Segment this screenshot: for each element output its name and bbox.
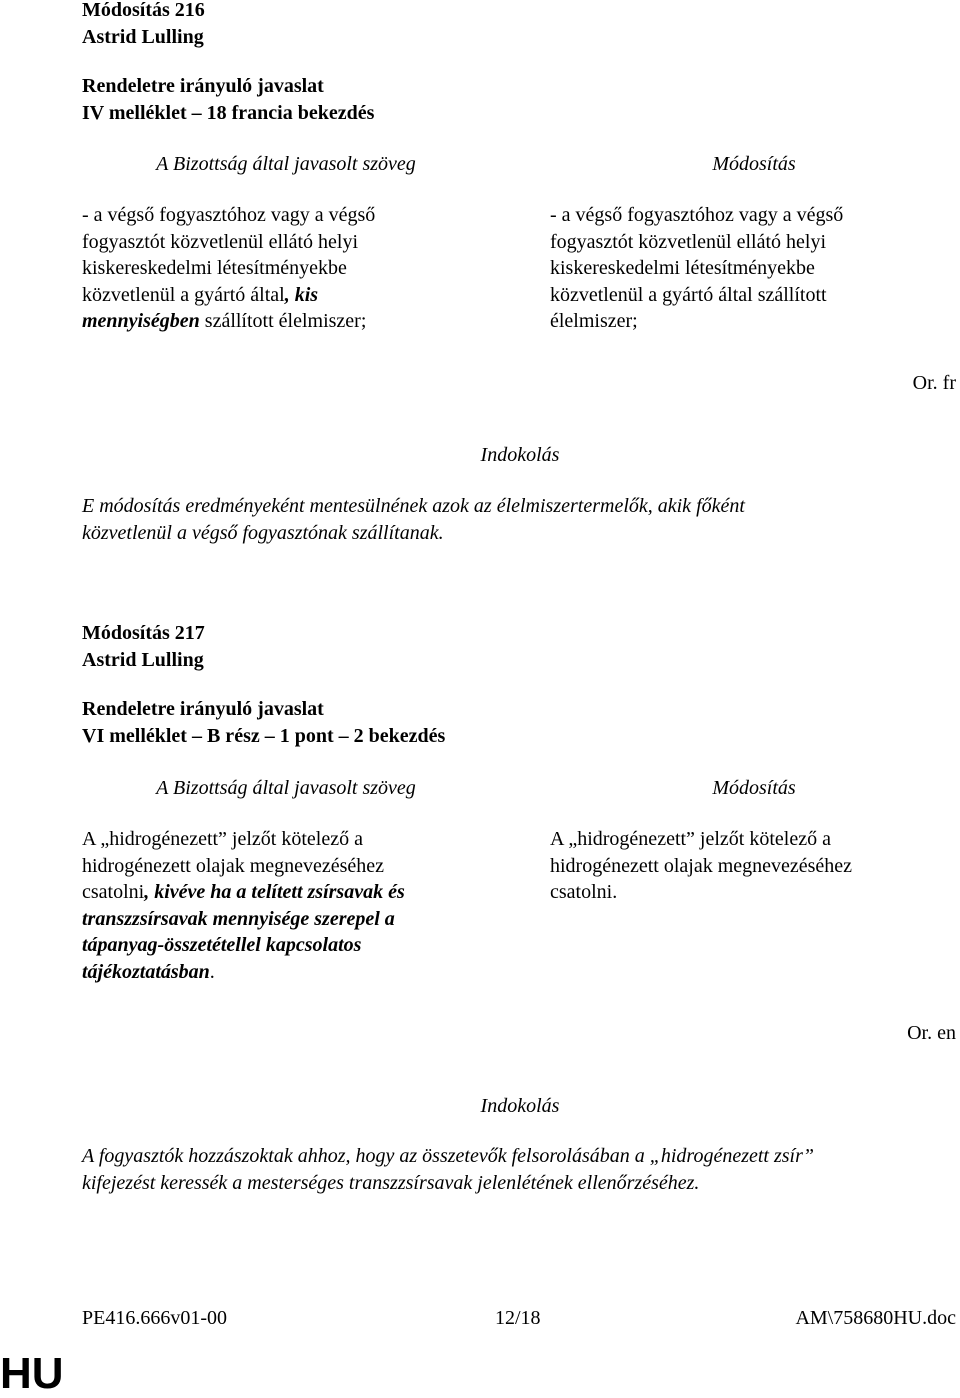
- text-line: élelmiszer;: [550, 310, 638, 332]
- text-line: hidrogénezett olajak megnevezéséhez: [82, 854, 385, 877]
- text-line: [82, 879, 405, 906]
- justification-text: [82, 493, 745, 546]
- text-line: csatolni.: [550, 881, 618, 903]
- deleted-text: transzzsírsavak mennyisége szerepel a: [82, 907, 395, 930]
- justification-text: [82, 1143, 814, 1196]
- deleted-text: tájékoztatásban: [82, 960, 210, 983]
- text-line: közvetlenül a végső fogyasztónak szállítanak.: [82, 521, 444, 544]
- amendment-author: Astrid Lulling: [82, 648, 204, 671]
- language-code: HU: [0, 1349, 64, 1398]
- amendment-216-heading: [82, 0, 205, 50]
- text-span: csatolni: [82, 881, 145, 903]
- justification-title: [82, 1093, 958, 1120]
- original-language: Or. fr: [912, 372, 956, 394]
- text-line: fogyasztót közvetlenül ellátó helyi: [82, 230, 359, 253]
- text-span: .: [209, 960, 215, 983]
- text-line: - a végső fogyasztóhoz vagy a végső: [550, 204, 844, 226]
- column-header-amendment: Módosítás: [712, 777, 796, 799]
- text-line: A „hidrogénezett” jelzőt kötelező a: [82, 828, 363, 850]
- amended-text: [550, 826, 852, 906]
- amendment-author: Astrid Lulling: [82, 25, 204, 48]
- footer-doc-ref: PE416.666v01-00: [82, 1307, 227, 1329]
- amended-text: [550, 202, 843, 335]
- text-line: [82, 282, 375, 309]
- text-line: [82, 959, 405, 986]
- text-line: közvetlenül a gyártó által szállított: [550, 283, 827, 306]
- footer-file-name: AM\758680HU.doc: [795, 1307, 956, 1329]
- footer-page-number: 12/18: [495, 1307, 541, 1329]
- text-line: - a végső fogyasztóhoz vagy a végső: [82, 204, 376, 226]
- text-line: hidrogénezett olajak megnevezéséhez: [550, 854, 853, 877]
- text-line: [82, 308, 375, 335]
- justification-title-text: Indokolás: [480, 444, 560, 466]
- column-header-commission: A Bizottság által javasolt szöveg: [156, 777, 416, 799]
- text-span: közvetlenül a gyártó által: [82, 283, 285, 306]
- text-line: kiskereskedelmi létesítményekbe: [82, 257, 347, 279]
- justification-title: [82, 442, 958, 469]
- justification-title-text: Indokolás: [480, 1095, 560, 1117]
- commission-text: [82, 826, 405, 985]
- amendment-216-reference: [82, 73, 374, 126]
- document-reference: VI melléklet – B rész – 1 pont – 2 bekezdés: [82, 724, 446, 747]
- text-line: kifejezést keressék a mesterséges transzzsírsavak jelenlétének ellenőrzéséhez.: [82, 1171, 700, 1194]
- document-title: Rendeletre irányuló javaslat: [82, 75, 324, 97]
- column-header-commission: A Bizottság által javasolt szöveg: [156, 153, 416, 175]
- text-line: A „hidrogénezett” jelzőt kötelező a: [550, 828, 831, 850]
- text-line: fogyasztót közvetlenül ellátó helyi: [550, 230, 827, 253]
- deleted-text: , kis: [284, 283, 319, 306]
- document-title: Rendeletre irányuló javaslat: [82, 698, 324, 720]
- original-language: Or. en: [907, 1022, 956, 1044]
- deleted-text: tápanyag-összetétellel kapcsolatos: [82, 934, 362, 956]
- column-header-amendment: Módosítás: [712, 153, 796, 175]
- text-line: kiskereskedelmi létesítményekbe: [550, 257, 815, 279]
- text-line: A fogyasztók hozzászoktak ahhoz, hogy az összetevők felsorolásában a „hidrogénezett zsír”: [82, 1145, 815, 1167]
- document-reference: IV melléklet – 18 francia bekezdés: [82, 101, 375, 124]
- amendment-217-reference: [82, 696, 445, 749]
- deleted-text: mennyiségben: [82, 310, 200, 332]
- text-line: E módosítás eredményeként mentesülnének azok az élelmiszertermelők, akik főként: [82, 495, 745, 517]
- commission-text: [82, 202, 375, 335]
- amendment-number: Módosítás 217: [82, 622, 205, 644]
- text-span: szállított élelmiszer;: [199, 310, 367, 332]
- amendment-number: Módosítás 216: [82, 0, 205, 21]
- deleted-text: , kivéve ha a telített zsírsavak és: [144, 881, 405, 903]
- amendment-217-heading: [82, 620, 205, 673]
